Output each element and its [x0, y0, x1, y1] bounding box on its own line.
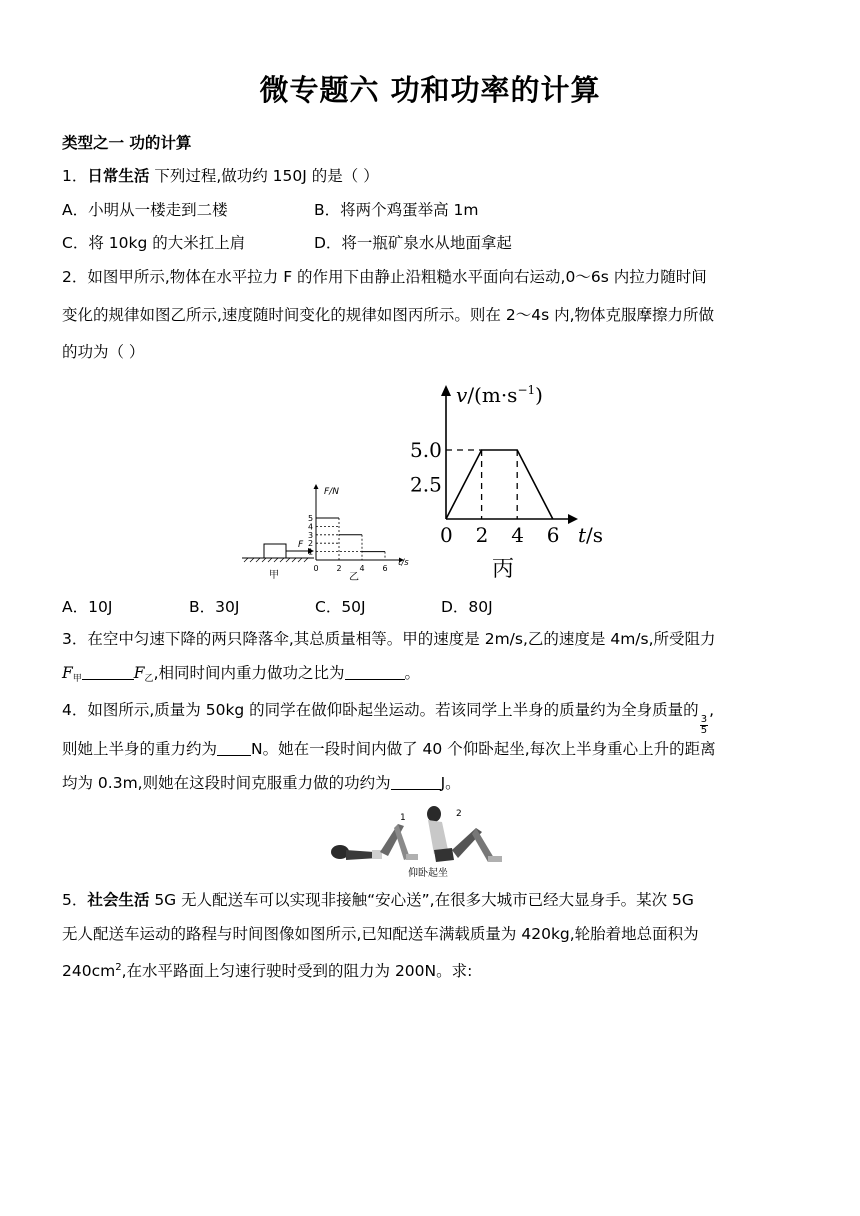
yi-ytick-label: 1 — [308, 547, 314, 557]
q1-option-c: C．将 10kg 的大米扛上肩 — [62, 234, 246, 252]
q2-option-a: A．10J — [62, 598, 113, 616]
bing-x-arrow — [568, 514, 578, 524]
force-label: F — [298, 540, 304, 550]
bing-ylabel: $v/(m\cdot s^{-1})$ — [456, 383, 543, 407]
figure-bing — [402, 380, 622, 585]
q1-tag: 日常生活 — [87, 167, 150, 185]
bing-y-arrow — [441, 385, 451, 396]
bing-velocity-line — [446, 450, 553, 519]
bing-xtick-label: 6 — [546, 523, 560, 547]
lying-person-icon — [331, 824, 418, 860]
situp-num-2: 2 — [456, 809, 462, 819]
yi-xtick-label: 4 — [359, 564, 365, 573]
q3-blank-1[interactable] — [82, 663, 134, 680]
page-title: 微专题六 功和功率的计算 — [259, 73, 601, 107]
yi-xtick-label: 0 — [313, 564, 319, 573]
q4-blank-2[interactable] — [391, 773, 441, 790]
yi-y-arrow — [314, 484, 319, 489]
q3-line-1: 3．在空中匀速下降的两只降落伞,其总质量相等。甲的速度是 2m/s,乙的速度是 4m/s,所受阻力 — [62, 630, 716, 648]
bing-ytick-label: 2.5 — [410, 472, 442, 497]
situp-figure — [322, 800, 522, 882]
q5-line-2: 无人配送车运动的路程与时间图像如图所示,已知配送车满载质量为 420kg,轮胎着地总面积为 — [62, 925, 699, 943]
q4-blank-1[interactable] — [217, 739, 251, 756]
bing-xlabel: t/s — [578, 523, 604, 547]
yi-xtick-label: 2 — [336, 564, 342, 573]
yi-xlabel: t/s — [398, 558, 409, 568]
bing-xtick-label: 0 — [440, 523, 453, 547]
bing-xtick-label: 2 — [475, 523, 489, 547]
q1-option-d: D．将一瓶矿泉水从地面拿起 — [314, 234, 512, 252]
q1-option-a: A．小明从一楼走到二楼 — [62, 201, 228, 219]
yi-ytick-label: 5 — [308, 514, 314, 523]
q2-line-3: 的功为（ ） — [62, 343, 145, 361]
yi-ytick-label: 3 — [308, 530, 314, 540]
q5-tag: 社会生活 — [87, 891, 150, 909]
q4-fraction: $\frac{3}{5}$ — [700, 714, 708, 736]
q4-line-3: 均为 0.3m,则她在这段时间克服重力做的功约为 J。 — [62, 774, 461, 792]
yi-ytick-label: 4 — [308, 522, 314, 532]
figure-yi-label: 乙 — [349, 572, 359, 583]
situp-caption: 仰卧起坐 — [408, 868, 448, 879]
q2-option-c: C．50J — [315, 598, 366, 616]
q1-option-b: B．将两个鸡蛋举高 1m — [314, 201, 479, 219]
section-heading: 类型之一 功的计算 — [62, 134, 192, 152]
q2-option-d: D．80J — [441, 598, 493, 616]
yi-xtick-label: 6 — [382, 564, 388, 573]
q3-blank-2[interactable] — [345, 663, 405, 680]
block — [264, 544, 286, 558]
q5-line-1: 5．社会生活 5G 无人配送车可以实现非接触“安心送”,在很多大城市已经大显身手。某次 5G — [62, 891, 694, 909]
bing-xtick-label: 4 — [511, 523, 524, 547]
situp-person-icon — [427, 806, 502, 862]
question-1 — [62, 165, 379, 187]
q1-number: 1． — [62, 167, 88, 185]
q2-line-1: 2．如图甲所示,物体在水平拉力 F 的作用下由静止沿粗糙水平面向右运动,0～6s 内拉力随时间 — [62, 268, 707, 286]
q5-line-3: $240cm^2$,在水平路面上匀速行驶时受到的阻力为 200N。求: — [62, 962, 473, 981]
figure-bing-label: 丙 — [492, 557, 515, 582]
situp-num-1: 1 — [400, 813, 406, 823]
figure-jia-label: 甲 — [269, 570, 279, 581]
bing-ytick-label: 5.0 — [410, 438, 442, 462]
q2-option-b: B．30J — [189, 598, 240, 616]
q4-line-1: 4．如图所示,质量为 50kg 的同学在做仰卧起坐运动。若该同学上半身的质量约为全身质量的 $\frac{3}{5}$ , — [62, 701, 714, 736]
q1-text: 下列过程,做功约 150J 的是（ ） — [154, 167, 379, 185]
yi-ylabel: F/N — [324, 487, 339, 497]
q3-line-2: $F_甲$ $F_乙$,相同时间内重力做功之比为 。 — [62, 664, 421, 684]
q2-line-2: 变化的规律如图乙所示,速度随时间变化的规律如图丙所示。则在 2～4s 内,物体克服摩擦力所做 — [62, 306, 715, 324]
q4-line-2: 则她上半身的重力约为 N。她在一段时间内做了 40 个仰卧起坐,每次上半身重心上升的距离 — [62, 740, 716, 758]
yi-ytick-label: 2 — [308, 539, 314, 549]
